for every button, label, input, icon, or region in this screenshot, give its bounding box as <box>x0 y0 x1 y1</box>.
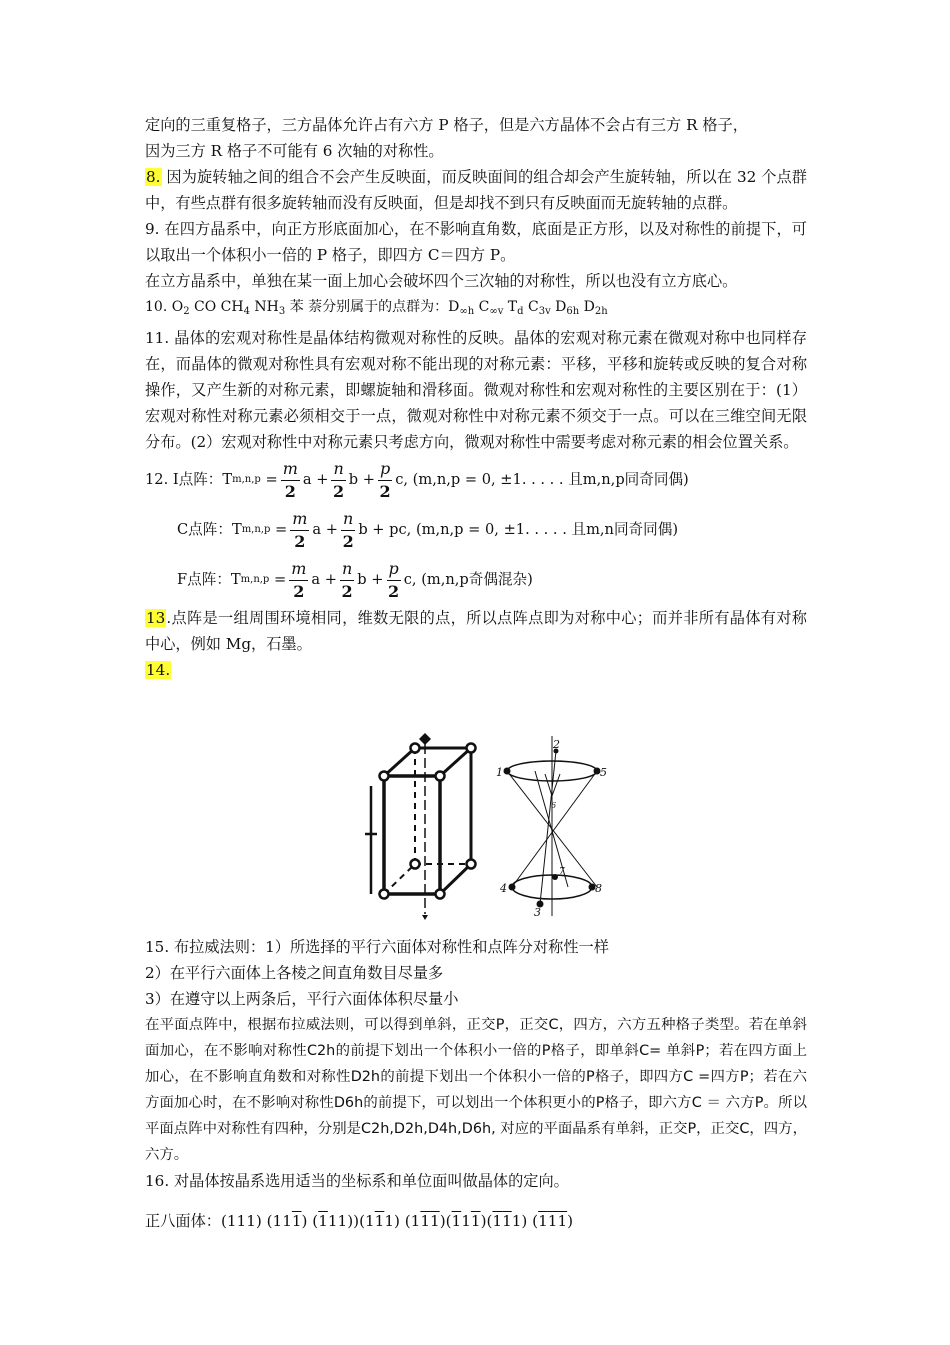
fraction: $\frac{m}{2}$ <box>291 558 307 601</box>
highlight-number: 8. <box>146 168 161 186</box>
formula-C-lattice: C点阵：T m,n,p = $\frac{m}{2}$ a + $\frac{n}{2}$ b + pc, (m,n,p = 0, ±1. . . . . 且m,n同奇同偶) <box>177 508 679 551</box>
top-axis-marker <box>419 733 431 745</box>
highlight-number: 14. <box>146 661 171 679</box>
svg-text:2: 2 <box>553 738 560 751</box>
answer-8 <box>145 164 807 216</box>
document-body <box>145 112 807 683</box>
svg-text:1: 1 <box>496 766 503 779</box>
formula-F-lattice: F点阵：T m,n,p = $\frac{m}{2}$ a + $\frac{n}{2}$ b + $\frac{p}{2}$ c, (m,n,p奇偶混杂) <box>177 558 533 601</box>
text: 10. O <box>145 299 184 315</box>
answer-16: 16. 对晶体按晶系选用适当的坐标系和单位面叫做晶体的定向。 <box>145 1172 569 1190</box>
text: 苯 萘分别属于的点群为： <box>285 299 449 315</box>
svg-text:3: 3 <box>534 906 541 919</box>
svg-text:7: 7 <box>559 867 565 877</box>
answer-14 <box>145 657 807 683</box>
answer-text: .点阵是一组周围环境相同，维数无限的点，所以点阵点即为对称中心；而并非所有晶体有对称中心，例如 Mg，石墨。 <box>145 609 807 653</box>
formula-label: 12. I点阵：T <box>145 471 233 488</box>
formula-tail: c, (m,n,p奇偶混杂) <box>403 571 533 588</box>
answer-9: 9. 在四方晶系中，向正方形底面加心，在不影响直角数，底面是正方形，以及对称性的前提下，可以取出一个体积小一倍的 P 格子，即四方 C＝四方 P。 <box>145 220 807 264</box>
highlight-number: 13 <box>146 609 166 627</box>
answer-15-line3: 3）在遵守以上两条后，平行六面体体积尽量小 <box>145 990 459 1008</box>
crystal-figure <box>355 726 607 921</box>
double-cone-drawing <box>507 736 597 916</box>
answer-9-cubic: 在立方晶系中，单独在某一面上加心会破坏四个三次轴的对称性，所以也没有立方底心。 <box>145 272 738 290</box>
bottom-axis-marker <box>422 915 428 920</box>
formula-label: F点阵：T <box>177 571 241 588</box>
answer-13 <box>145 605 807 657</box>
octahedron-faces: 正八面体：(111) (111) (111))(111) (111)(111)(111) (111) <box>145 1212 574 1230</box>
svg-text:8: 8 <box>595 882 602 895</box>
svg-text:6: 6 <box>551 801 557 810</box>
label: 正八面体： <box>145 1212 221 1230</box>
answer-15-body: 在平面点阵中，根据布拉威法则，可以得到单斜，正交P，正交C，四方，六方五种格子类型。若在单斜面加心，在不影响对称性C2h的前提下划出一个体积小一倍的P格子，即单斜C= 单斜P；若在四方面上加心，在不影响直角数和对称性D2h的前提下划出一个体积小一倍的P格子，即四方C =四方P；若在六方面加心时，在不影响对称性D6h的前提下，可以划出一个体积更小的P格子，即六方C ＝ 六方P。所以平面点阵中对称性有四种，分别是C2h,D2h,D4h,D6h, 对应的平面晶系有单斜，正交P，正交C，四方，六方。 <box>145 1017 807 1163</box>
prism-and-cone-diagram <box>355 726 607 921</box>
fraction: $\frac{n}{2}$ <box>341 558 353 601</box>
fraction: $\frac{m}{2}$ <box>282 458 298 501</box>
fraction: $\frac{n}{2}$ <box>333 458 345 501</box>
fraction: $\frac{m}{2}$ <box>292 508 308 551</box>
answer-11: 11. 晶体的宏观对称性是晶体结构微观对称性的反映。晶体的宏观对称元素在微观对称中也同样存在，而晶体的微观对称性具有宏观对称不能出现的对称元素：平移，平移和旋转或反映的复合对称操作，又产生新的对称元素，即螺旋轴和滑移面。微观对称性和宏观对称性的主要区别在于：(1）宏观对称性对称元素必须相交于一点，微观对称性中对称元素不须交于一点。可以在三维空间无限分布。(2）宏观对称性中对称元素只考虑方向，微观对称性中需要考虑对称元素的相会位置关系。 <box>145 329 807 451</box>
fraction: $\frac{p}{2}$ <box>388 558 400 601</box>
text-line: 因为三方 R 格子不可能有 6 次轴的对称性。 <box>145 142 444 160</box>
answer-15-line1: 15. 布拉威法则：1）所选择的平行六面体对称性和点阵分对称性一样 <box>145 938 609 956</box>
formula-label: C点阵：T <box>177 521 242 538</box>
answer-text: 因为旋转轴之间的组合不会产生反映面，而反映面间的组合却会产生旋转轴，所以在 32 个点群中，有些点群有很多旋转轴而没有反映面，但是却找不到只有反映面而无旋转轴的点群。 <box>145 168 807 212</box>
svg-text:4: 4 <box>500 882 507 895</box>
svg-text:5: 5 <box>600 766 607 779</box>
answer-15-line2: 2）在平行六面体上各棱之间直角数目尽量多 <box>145 964 444 982</box>
answer-10: 10. $O_2$ CO $CH_4$ $NH_3$ 苯 萘分别属于的点群为：$D_{\infty h}$ $C_{\infty v}$ $T_d$ $C_{3v}$ $D_{6h}$ $D_{2h}$ <box>145 299 608 317</box>
formula-tail: b + pc, (m,n,p = 0, ±1. . . . . 且m,n同奇同偶) <box>358 521 679 538</box>
formula-tail: c, (m,n,p = 0, ±1. . . . . 且m,n,p同奇同偶) <box>395 471 689 488</box>
document-body-lower <box>145 934 807 1234</box>
fraction: $\frac{p}{2}$ <box>379 458 391 501</box>
formula-I-lattice: 12. I点阵：T m,n,p = $\frac{m}{2}$ a + $\frac{n}{2}$ b + $\frac{p}{2}$ c, (m,n,p = 0, ±1. . . . . 且m,n,p同奇同偶) <box>145 458 689 501</box>
subscript: m,n,p <box>232 474 261 485</box>
fraction: $\frac{n}{2}$ <box>342 508 354 551</box>
text-line: 定向的三重复格子，三方晶体允许占有六方 P 格子，但是六方晶体不会占有三方 R 格子， <box>145 116 748 134</box>
prism-drawing <box>365 744 471 914</box>
paragraph-continued <box>145 112 807 164</box>
